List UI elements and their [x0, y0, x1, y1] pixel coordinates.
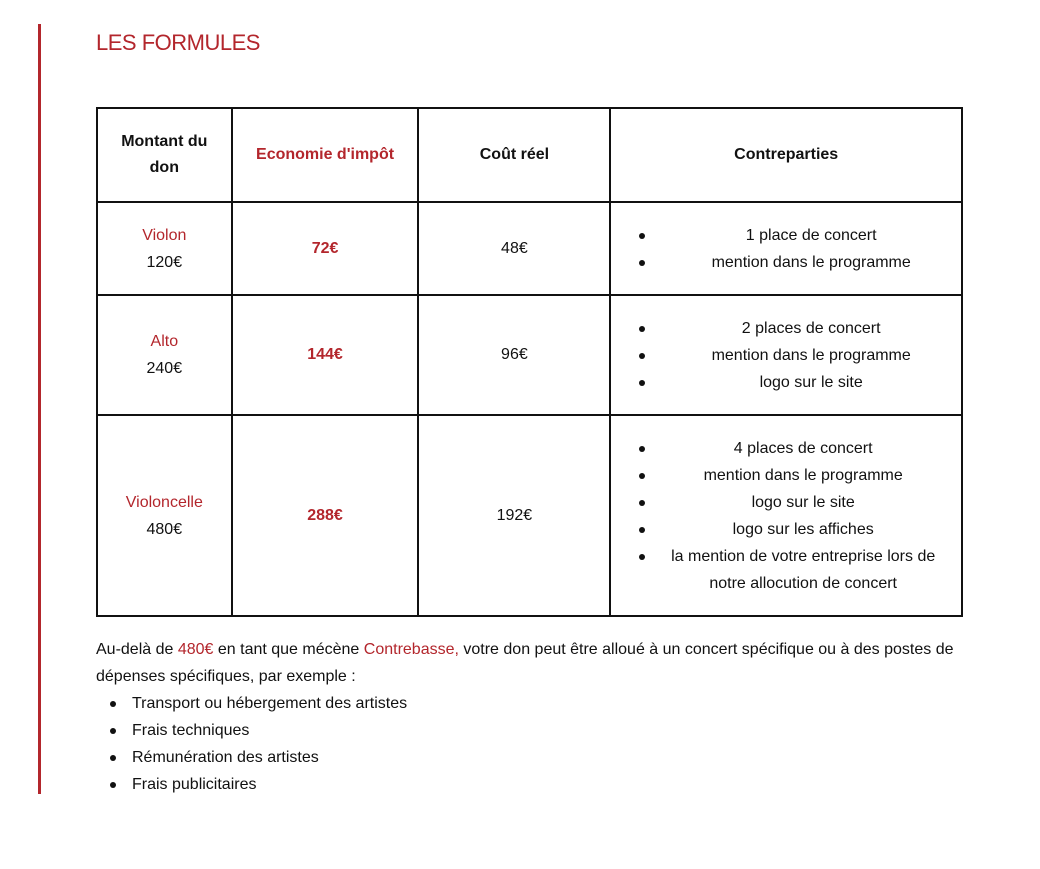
list-item: mention dans le programme	[661, 342, 961, 369]
formule-amount: 480€	[146, 520, 183, 538]
list-item: Transport ou hébergement des artistes	[132, 690, 407, 717]
contreparties-list	[611, 435, 961, 597]
list-item: mention dans le programme	[661, 462, 945, 489]
table-row	[97, 415, 962, 616]
cout-cell: 96€	[418, 295, 610, 415]
note-suffix: votre don peut être alloué à un concert spécifique ou à des postes de dépenses spécifiques, par exemple :	[96, 641, 954, 685]
header-contreparties: Contreparties	[610, 108, 962, 202]
note-amount: 480€	[177, 641, 214, 658]
contreparties-list	[611, 315, 961, 396]
section-title: LES FORMULES	[96, 30, 260, 55]
cout-cell: 48€	[418, 202, 610, 295]
header-montant: Montant du don	[97, 108, 232, 202]
note-prefix: Au-delà de	[96, 641, 178, 658]
contreparties-list	[611, 222, 961, 276]
header-economie: Economie d'impôt	[232, 108, 419, 202]
formule-amount: 240€	[146, 360, 183, 377]
left-accent-rule	[38, 24, 41, 794]
montant-cell	[97, 202, 232, 295]
list-item: 1 place de concert	[661, 222, 961, 249]
table-row	[97, 202, 962, 295]
table-row	[97, 295, 962, 415]
list-item: Rémunération des artistes	[132, 744, 407, 771]
note-formule: Contrebasse,	[363, 641, 459, 658]
header-cout: Coût réel	[418, 108, 610, 202]
contreparties-cell	[610, 415, 962, 616]
list-item: logo sur les affiches	[661, 516, 945, 543]
list-item: 2 places de concert	[661, 315, 961, 342]
expense-examples-list	[96, 690, 407, 798]
formule-name: Alto	[150, 333, 179, 350]
montant-cell	[97, 415, 232, 616]
mecenat-note	[96, 636, 976, 690]
formule-name: Violon	[142, 226, 187, 244]
montant-cell	[97, 295, 232, 415]
contreparties-cell	[610, 295, 962, 415]
list-item: Frais techniques	[132, 717, 407, 744]
list-item: 4 places de concert	[661, 435, 945, 462]
table-header-row	[97, 108, 962, 202]
contreparties-cell	[610, 202, 962, 295]
economie-cell: 144€	[232, 295, 419, 415]
economie-cell: 288€	[232, 415, 419, 616]
formulas-table	[96, 107, 963, 617]
list-item: Frais publicitaires	[132, 771, 407, 798]
note-middle: en tant que mécène	[213, 641, 364, 658]
cout-cell: 192€	[418, 415, 610, 616]
list-item: mention dans le programme	[661, 249, 961, 276]
list-item: la mention de votre entreprise lors de notre allocution de concert	[661, 543, 945, 597]
economie-cell: 72€	[232, 202, 419, 295]
formule-name: Violoncelle	[125, 493, 203, 511]
list-item: logo sur le site	[661, 369, 961, 396]
formule-amount: 120€	[146, 253, 183, 271]
list-item: logo sur le site	[661, 489, 945, 516]
